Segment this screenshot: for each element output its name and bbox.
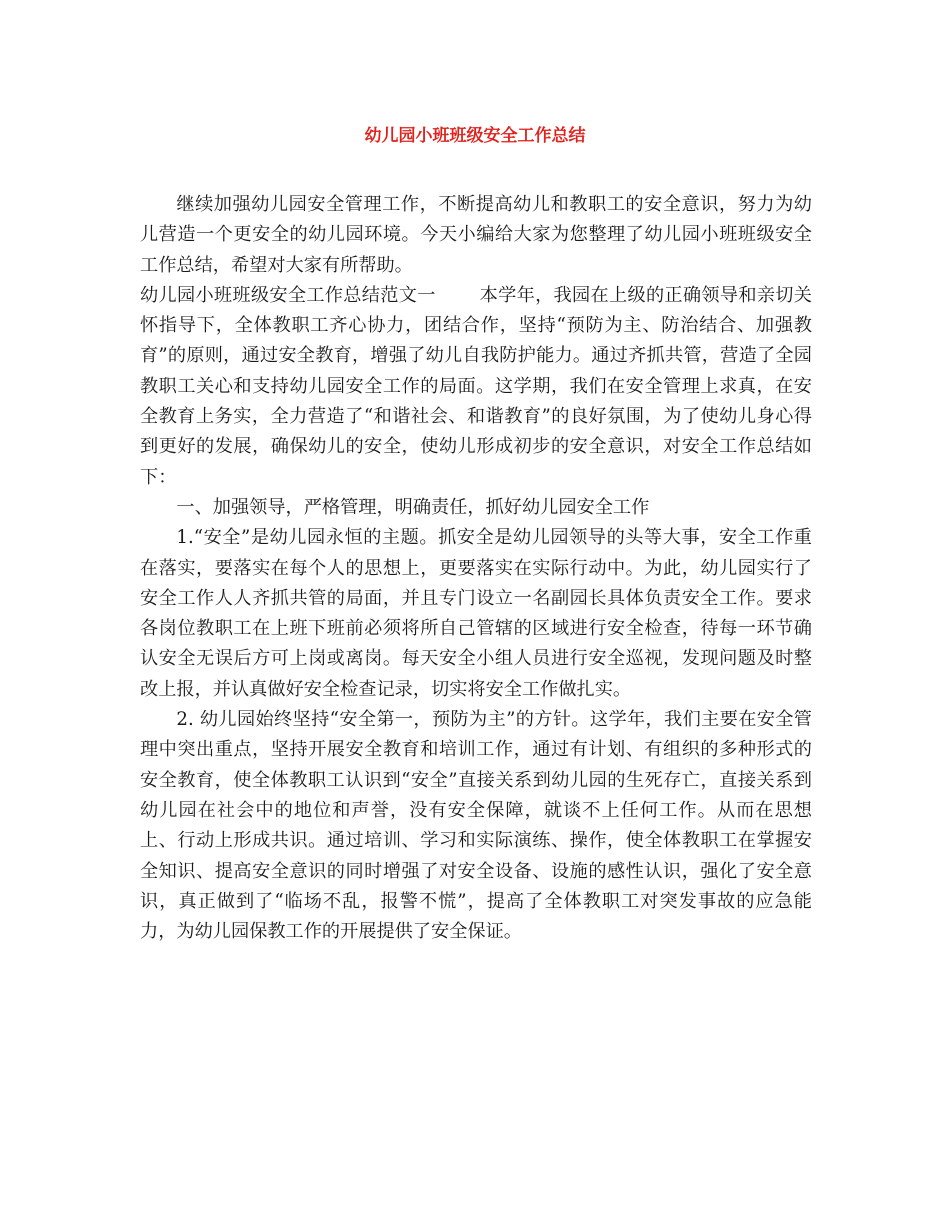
document-title: 幼儿园小班班级安全工作总结 (364, 126, 586, 146)
intro-paragraph: 继续加强幼儿园安全管理工作，不断提高幼儿和教职工的安全意识，努力为幼儿营造一个更安全的幼儿园环境。今天小编给大家为您整理了幼儿园小班班级安全工作总结，希望对大家有所帮助。 (140, 194, 812, 276)
point-1-paragraph: 1.“安全”是幼儿园永恒的主题。抓安全是幼儿园领导的头等大事，安全工作重在落实，要落实在每个人的思想上，更要落实在实际行动中。为此，幼儿园实行了安全工作人人齐抓共管的局面，并且专门设立一名副园长具体负责安全工作。要求各岗位教职工在上班下班前必须将所自己管辖的区域进行安全检查，待每一环节确认安全无误后方可上岗或离岗。每天安全小组人员进行安全巡视，发现问题及时整改上报，并认真做好安全检查记录，切实将安全工作做扎实。 (140, 527, 812, 700)
section-heading: 一、加强领导，严格管理，明确责任，抓好幼儿园安全工作 (176, 496, 650, 518)
point-2-paragraph: 2. 幼儿园始终坚持“安全第一，预防为主”的方针。这学年，我们主要在安全管理中突出重点，坚持开展安全教育和培训工作，通过有计划、有组织的多种形式的安全教育，使全体教职工认识到“安全”直接关系到幼儿园的生死存亡，直接关系到幼儿园在社会中的地位和声誉，没有安全保障，就谈不上任何工作。从而在思想上、行动上形成共识。通过培训、学习和实际演练、操作，使全体教职工在掌握安全知识、提高安全意识的同时增强了对安全设备、设施的感性认识，强化了安全意识，真正做到了“临场不乱，报警不慌”，提高了全体教职工对突发事故的应急能力，为幼儿园保教工作的开展提供了安全保证。 (140, 709, 812, 943)
sample-opening: 本学年，我园在上级的正确领导和亲切关怀指导下，全体教职工齐心协力，团结合作，坚持“预防为主、防治结合、加强教育”的原则，通过安全教育，增强了幼儿自我防护能力。通过齐抓共管，营造了全园教职工关心和支持幼儿园安全工作的局面。这学期，我们在安全管理上求真，在安全教育上务实，全力营造了“和谐社会、和谐教育”的良好氛围，为了使幼儿身心得到更好的发展，确保幼儿的安全，使幼儿形成初步的安全意识，对安全工作总结如下： (140, 284, 812, 488)
document-body (140, 190, 812, 947)
sample-heading: 幼儿园小班班级安全工作总结范文一 (140, 284, 436, 306)
sample-paragraph (140, 281, 812, 493)
